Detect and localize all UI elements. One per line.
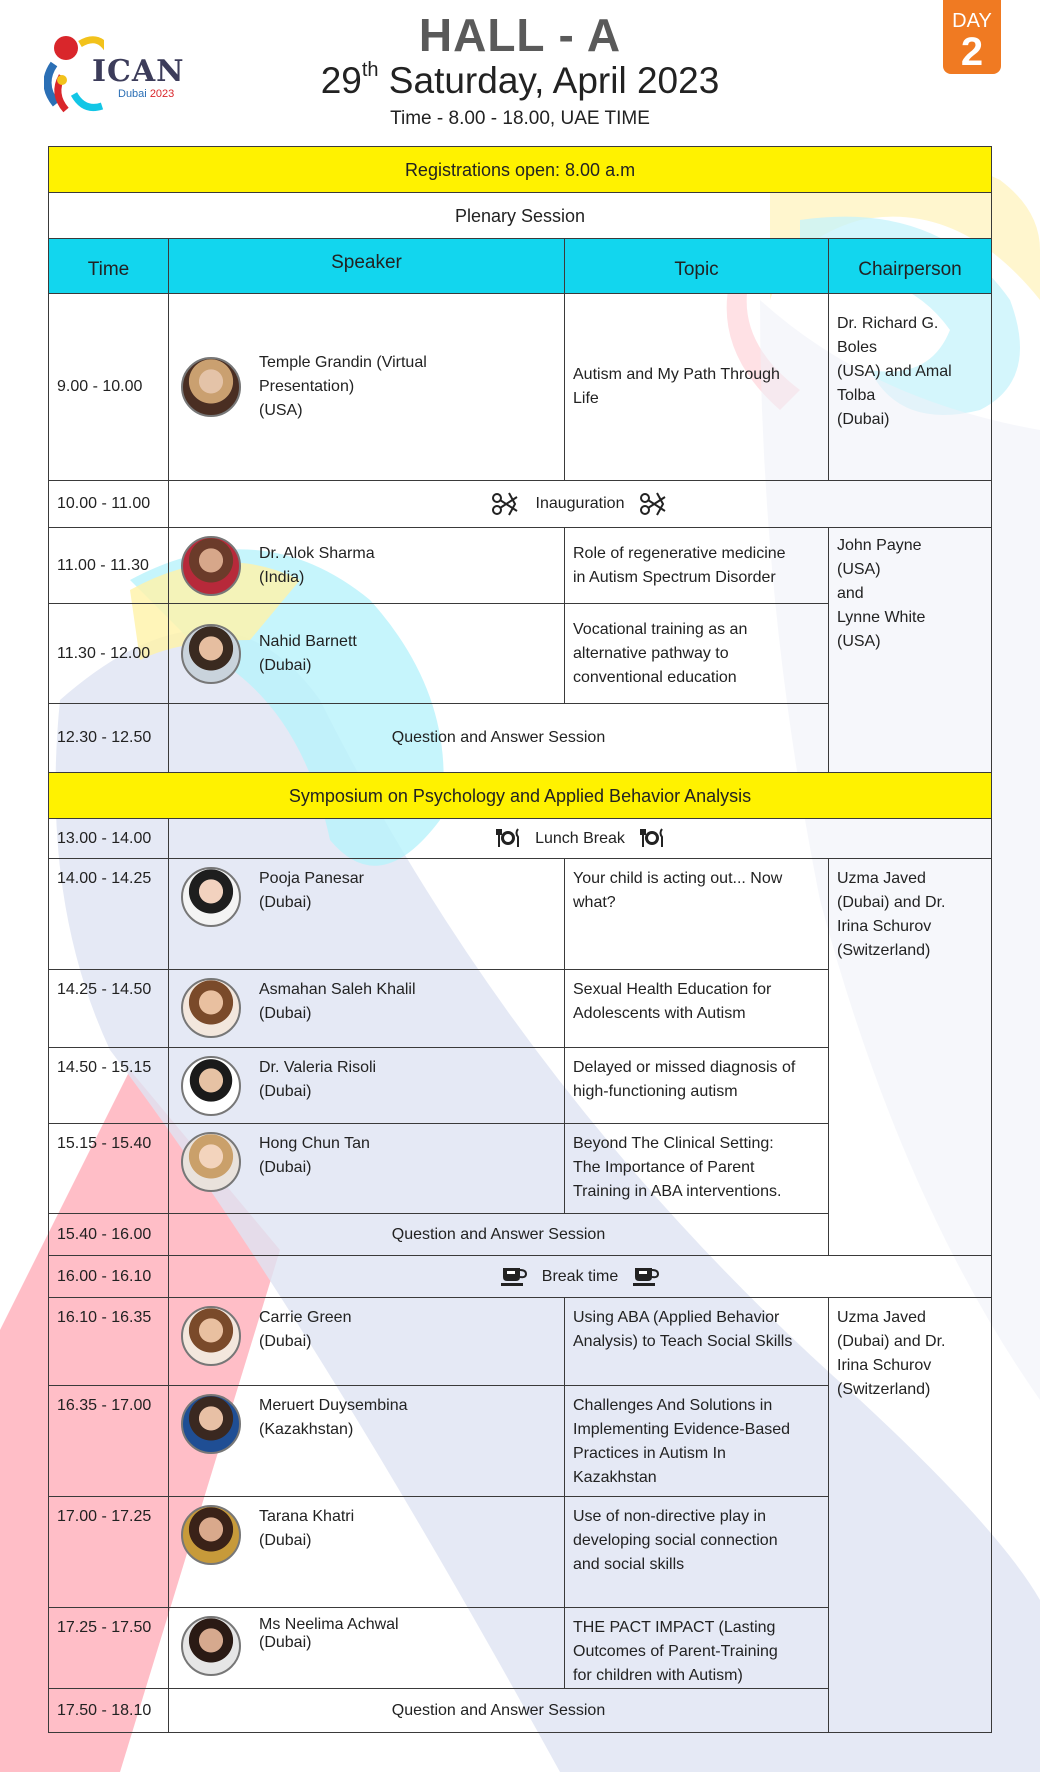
table-row xyxy=(49,859,992,970)
logo-wordmark: ICAN xyxy=(92,54,185,89)
speaker-photo xyxy=(181,1616,241,1676)
speaker-photo xyxy=(181,1056,241,1116)
speaker-cell: Ms Neelima Achwal (Dubai) xyxy=(169,1608,565,1689)
session-label: Inauguration xyxy=(169,481,992,528)
session-label: Break time xyxy=(169,1256,992,1298)
plenary-banner: Plenary Session xyxy=(49,193,992,239)
row-time: 12.30 - 12.50 xyxy=(49,704,169,773)
speaker-cell: Hong Chun Tan (Dubai) xyxy=(169,1124,565,1214)
session-label: Question and Answer Session xyxy=(169,1689,829,1733)
row-time: 17.25 - 17.50 xyxy=(49,1608,169,1689)
registration-banner-row xyxy=(49,147,992,193)
ribbon-cutting-icon xyxy=(639,491,669,517)
chair-cell: John Payne (USA) and Lynne White (USA) xyxy=(829,528,992,773)
row-time: 14.25 - 14.50 xyxy=(49,970,169,1048)
meal-icon xyxy=(639,827,665,849)
symposium-banner-row xyxy=(49,773,992,819)
session-label: Question and Answer Session xyxy=(169,1214,829,1256)
row-time: 15.40 - 16.00 xyxy=(49,1214,169,1256)
row-time: 17.00 - 17.25 xyxy=(49,1497,169,1608)
speaker-cell: Meruert Duysembina (Kazakhstan) xyxy=(169,1386,565,1497)
meal-icon xyxy=(495,827,521,849)
topic-cell: Challenges And Solutions in Implementing Evidence-Based Practices in Autism In Kazakhstan xyxy=(565,1386,829,1497)
day-label: DAY xyxy=(952,10,992,32)
col-header-topic: Topic xyxy=(565,239,829,294)
row-time: 14.50 - 15.15 xyxy=(49,1048,169,1124)
row-time: 10.00 - 11.00 xyxy=(49,481,169,528)
registration-banner: Registrations open: 8.00 a.m xyxy=(49,147,992,193)
table-row xyxy=(49,528,992,604)
symposium-banner: Symposium on Psychology and Applied Behavior Analysis xyxy=(49,773,992,819)
table-row xyxy=(49,1256,992,1298)
col-header-time: Time xyxy=(49,239,169,294)
day-number: 2 xyxy=(960,30,984,74)
topic-cell: Autism and My Path Through Life xyxy=(565,294,829,481)
col-header-speaker: Speaker xyxy=(169,239,565,294)
event-date: 29th Saturday, April 2023 xyxy=(320,58,720,101)
row-time: 13.00 - 14.00 xyxy=(49,819,169,859)
speaker-photo xyxy=(181,1132,241,1192)
schedule-table xyxy=(48,146,992,1733)
session-label: Question and Answer Session xyxy=(169,704,829,773)
page-title: HALL - A xyxy=(418,9,622,61)
speaker-photo xyxy=(181,1394,241,1454)
coffee-cup-icon xyxy=(633,1265,659,1287)
table-row xyxy=(49,481,992,528)
table-row xyxy=(49,819,992,859)
event-time: Time - 8.00 - 18.00, UAE TIME xyxy=(390,108,650,129)
table-row xyxy=(49,294,992,481)
speaker-cell: Asmahan Saleh Khalil (Dubai) xyxy=(169,970,565,1048)
row-time: 15.15 - 15.40 xyxy=(49,1124,169,1214)
plenary-banner-row xyxy=(49,193,992,239)
topic-cell: Your child is acting out... Now what? xyxy=(565,859,829,970)
topic-cell: Sexual Health Education for Adolescents with Autism xyxy=(565,970,829,1048)
col-header-chair: Chairperson xyxy=(829,239,992,294)
chair-cell: Uzma Javed (Dubai) and Dr. Irina Schurov (Switzerland) xyxy=(829,859,992,1256)
speaker-photo xyxy=(181,1505,241,1565)
chair-cell: Uzma Javed (Dubai) and Dr. Irina Schurov (Switzerland) xyxy=(829,1298,992,1733)
day-badge xyxy=(943,0,1001,74)
row-time: 16.10 - 16.35 xyxy=(49,1298,169,1386)
chair-cell: Dr. Richard G. Boles (USA) and Amal Tolba (Dubai) xyxy=(829,294,992,481)
coffee-cup-icon xyxy=(501,1265,527,1287)
speaker-photo xyxy=(181,357,241,417)
row-time: 11.00 - 11.30 xyxy=(49,528,169,604)
row-time: 9.00 - 10.00 xyxy=(49,294,169,481)
topic-cell: Vocational training as an alternative pathway to conventional education xyxy=(565,604,829,704)
speaker-photo xyxy=(181,978,241,1038)
column-header-row xyxy=(49,239,992,294)
speaker-cell: Carrie Green (Dubai) xyxy=(169,1298,565,1386)
speaker-cell: Pooja Panesar (Dubai) xyxy=(169,859,565,970)
topic-cell: Using ABA (Applied Behavior Analysis) to Teach Social Skills xyxy=(565,1298,829,1386)
row-time: 11.30 - 12.00 xyxy=(49,604,169,704)
row-time: 14.00 - 14.25 xyxy=(49,859,169,970)
speaker-photo xyxy=(181,1306,241,1366)
table-row xyxy=(49,1298,992,1386)
ribbon-cutting-icon xyxy=(491,491,521,517)
speaker-photo xyxy=(181,624,241,684)
row-time: 16.35 - 17.00 xyxy=(49,1386,169,1497)
topic-cell: Use of non-directive play in developing social connection and social skills xyxy=(565,1497,829,1608)
speaker-cell: Nahid Barnett (Dubai) xyxy=(169,604,565,704)
speaker-cell: Tarana Khatri (Dubai) xyxy=(169,1497,565,1608)
topic-cell: Delayed or missed diagnosis of high-functioning autism xyxy=(565,1048,829,1124)
speaker-cell: Temple Grandin (Virtual Presentation) (USA) xyxy=(169,294,565,481)
row-time: 17.50 - 18.10 xyxy=(49,1689,169,1733)
logo-subtitle: Dubai 2023 xyxy=(118,88,175,100)
speaker-cell: Dr. Valeria Risoli (Dubai) xyxy=(169,1048,565,1124)
topic-cell: Beyond The Clinical Setting: The Importance of Parent Training in ABA interventions. xyxy=(565,1124,829,1214)
session-label: Lunch Break xyxy=(169,819,992,859)
speaker-photo xyxy=(181,867,241,927)
row-time: 16.00 - 16.10 xyxy=(49,1256,169,1298)
speaker-photo xyxy=(181,536,241,596)
topic-cell: THE PACT IMPACT (Lasting Outcomes of Parent-Training for children with Autism) xyxy=(565,1608,829,1689)
topic-cell: Role of regenerative medicine in Autism Spectrum Disorder xyxy=(565,528,829,604)
speaker-cell: Dr. Alok Sharma (India) xyxy=(169,528,565,604)
